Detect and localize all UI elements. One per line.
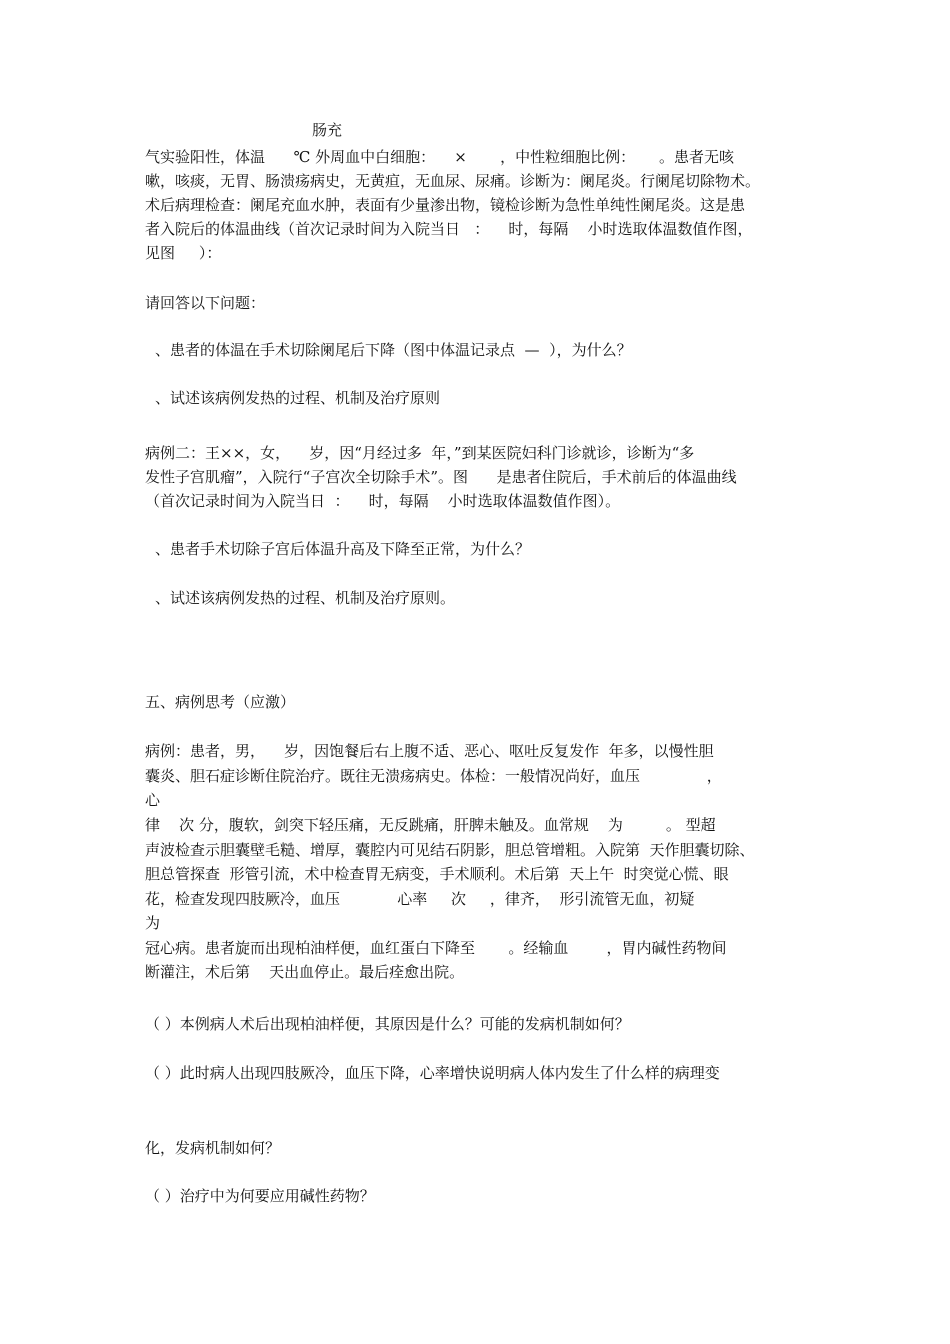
- section-five-line-10: 断灌注，术后第 天出血停止。最后痊愈出院。: [145, 963, 465, 981]
- section-five-line-5: 声波检查示胆囊壁毛糙、增厚，囊腔内可见结石阴影，胆总管增粗。入院第 天作胆囊切除、: [145, 841, 755, 859]
- case-one-line-5: 者入院后的体温曲线（首次记录时间为入院当日 ： 时，每隔 小时选取体温数值作图，: [145, 220, 753, 238]
- case-one-line-1: 肠充: [312, 121, 343, 139]
- question-five-1: （ ）本例病人术后出现柏油样便，其原因是什么？可能的发病机制如何？: [145, 1015, 630, 1033]
- question-five-2: （ ）此时病人出现四肢厥冷，血压下降，心率增快说明病人体内发生了什么样的病理变: [145, 1064, 720, 1082]
- section-five-line-6: 胆总管探查 形管引流，术中检查胃无病变，手术顺利。术后第 天上午 时突觉心慌、眼: [145, 865, 729, 883]
- case-one-line-4: 术后病理检查：阑尾充血水肿，表面有少量渗出物，镜检诊断为急性单纯性阑尾炎。这是患: [145, 196, 746, 214]
- question-one-2: 、试述该病例发热的过程、机制及治疗原则: [155, 389, 441, 407]
- section-five-line-7: 花，检查发现四肢厥冷，血压 心率 次 ，律齐， 形引流管无血，初疑: [145, 890, 695, 908]
- case-two-line-2: 发性子宫肌瘤”，入院行“子宫次全切除手术”。图 是患者住院后，手术前后的体温曲线: [145, 468, 737, 486]
- question-five-3: （ ）治疗中为何要应用碱性药物？: [145, 1187, 375, 1205]
- question-two-2: 、试述该病例发热的过程、机制及治疗原则。: [155, 589, 456, 607]
- section-five-line-1: 病例：患者，男， 岁，因饱餐后右上腹不适、恶心、呕吐反复发作 年多，以慢性胆: [145, 742, 714, 760]
- case-two-line-3: （首次记录时间为入院当日 ： 时，每隔 小时选取体温数值作图）。: [145, 492, 621, 510]
- section-five-line-3: 心: [145, 791, 161, 809]
- section-five-line-8: 为: [145, 914, 161, 932]
- question-one-1: 、患者的体温在手术切除阑尾后下降（图中体温记录点 — ），为什么？: [155, 341, 632, 359]
- case-one-line-3: 嗽，咳痰，无胃、肠溃疡病史，无黄疸，无血尿、尿痛。诊断为：阑尾炎。行阑尾切除物术。: [145, 172, 761, 190]
- case-one-line-2: 气实验阳性，体温 ℃ 外周血中白细胞： × ，中性粒细胞比例： 。患者无咳: [145, 148, 735, 166]
- case-two-line-1: 病例二：王××，女， 岁，因“月经过多 年，”到某医院妇科门诊就诊，诊断为“多: [145, 444, 695, 462]
- section-five-line-9: 冠心病。患者旋而出现柏油样便，血红蛋白下降至 。经输血 ，胃内碱性药物间: [145, 939, 727, 957]
- questions-intro: 请回答以下问题：: [145, 294, 266, 312]
- section-five-heading: 五、病例思考（应激）: [145, 693, 296, 711]
- section-five-line-2: 囊炎、胆石症诊断住院治疗。既往无溃疡病史。体检：一般情况尚好，血压 ，: [145, 767, 722, 785]
- section-five-line-4: 律 次 分，腹软，剑突下轻压痛，无反跳痛，肝脾未触及。血常规 为 。 型超: [145, 816, 716, 834]
- question-five-2-continued: 化，发病机制如何？: [145, 1139, 281, 1157]
- case-one-line-6: 见图 ）：: [145, 244, 222, 262]
- question-two-1: 、患者手术切除子宫后体温升高及下降至正常，为什么？: [155, 540, 531, 558]
